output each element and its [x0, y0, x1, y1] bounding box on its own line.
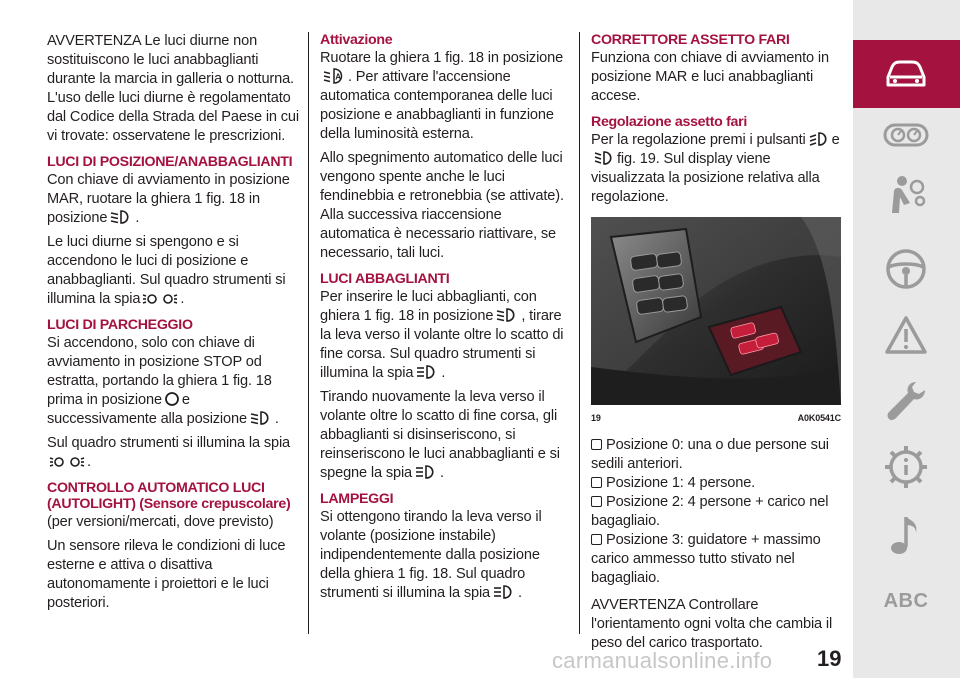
- column-2: [320, 32, 568, 608]
- figure-caption: [591, 409, 841, 428]
- high-beam-icon: [414, 464, 438, 480]
- svg-text:A: A: [335, 72, 341, 82]
- figure-code: A0K0541C: [797, 413, 841, 423]
- list-item: Posizione 2: 4 persone + carico nel bagagliaio.: [591, 494, 829, 529]
- heading-high-beam: LUCI ABBAGLIANTI: [320, 271, 450, 287]
- wrench-icon[interactable]: [878, 375, 934, 425]
- position-lights-icon: [142, 292, 178, 306]
- list-item: Posizione 1: 4 persone.: [591, 474, 841, 493]
- heading-parking-lights: LUCI DI PARCHEGGIO: [47, 317, 193, 333]
- paragraph-parking-1: Si accendono, solo con chiave di avviamento in posizione STOP od estratta, portando la ghiera 1 fig. 18 prima in posizione e successivamente alla posizione .: [47, 335, 279, 427]
- low-beam-icon: [249, 410, 273, 426]
- high-beam-icon: [492, 584, 516, 600]
- headlamp-down-icon: [593, 150, 615, 166]
- list-item: Posizione 3: guidatore + massimo carico ammesso tutto stivato nel bagagliaio.: [591, 532, 821, 586]
- high-beam-icon: [415, 364, 439, 380]
- column-divider: [308, 32, 309, 634]
- heading-levelling-adjust: Regolazione assetto fari: [591, 114, 747, 130]
- warning-triangle-icon[interactable]: [878, 310, 934, 360]
- paragraph-flashing-1: Si ottengono tirando la leva verso il volante (posizione instabile) indipendentemente dalla posizione della ghiera 1 fig. 18. Sul quadro strumenti si illumina la spia .: [320, 509, 542, 601]
- heading-position-lights: LUCI DI POSIZIONE/ANABBAGLIANTI: [47, 154, 293, 170]
- paragraph-activation-1: Ruotare la ghiera 1 fig. 18 in posizione A . Per attivare l'accensione automatica contemporanea delle luci posizione e anabbaglianti in funzione della luminosità esterna.: [320, 50, 564, 142]
- bookmark-icon: [591, 477, 602, 488]
- instrument-panel-icon[interactable]: [878, 110, 934, 160]
- paragraph-high-beam-2: Tirando nuovamente la leva verso il volante oltre lo scatto di fine corsa, gli abbaglianti si disinseriscono, si reinseriscono le luci anabbaglianti e si spegne la spia .: [320, 389, 560, 481]
- dashboard-photo: [591, 217, 841, 405]
- position-list: [591, 436, 841, 588]
- off-position-icon: [164, 391, 180, 407]
- auto-light-icon: [322, 68, 346, 84]
- airbag-seat-icon[interactable]: [878, 170, 934, 220]
- list-item: Posizione 0: una o due persone sui sedili anteriori.: [591, 437, 829, 472]
- position-lights-icon: [49, 455, 85, 469]
- figure-number: 19: [591, 413, 601, 423]
- headlamp-up-icon: [808, 131, 830, 147]
- bookmark-icon: [591, 496, 602, 507]
- bookmark-icon: [591, 439, 602, 450]
- steering-wheel-icon[interactable]: [878, 244, 934, 294]
- heading-flashing: LAMPEGGI: [320, 491, 394, 507]
- figure-headlight-adjust-buttons: [591, 217, 841, 405]
- settings-info-icon[interactable]: [878, 442, 934, 492]
- heading-activation: Attivazione: [320, 32, 393, 48]
- column-1: [47, 32, 299, 618]
- heading-headlight-levelling: CORRETTORE ASSETTO FARI: [591, 32, 790, 48]
- paragraph-levelling-2: Per la regolazione premi i pulsanti e fig. 19. Sul display viene visualizzata la posizione relativa alla regolazione.: [591, 132, 840, 205]
- watermark: carmanualsonline.info: [552, 648, 773, 673]
- column-divider: [579, 32, 580, 634]
- paragraph-autolight-1: (per versioni/mercati, dove previsto): [47, 514, 274, 530]
- music-note-icon[interactable]: [878, 510, 934, 560]
- index-abc-button[interactable]: ABC: [883, 589, 929, 612]
- paragraph-autolight-2: Un sensore rileva le condizioni di luce esterne e attiva o disattiva autonomamente i proiettori e le luci posteriori.: [47, 538, 286, 611]
- low-beam-icon: [109, 209, 133, 225]
- car-icon[interactable]: [878, 48, 934, 98]
- page-number: 19: [817, 646, 842, 671]
- column-3: [591, 32, 841, 658]
- paragraph-parking-2: Sul quadro strumenti si illumina la spia .: [47, 435, 291, 470]
- paragraph-levelling-1: Funziona con chiave di avviamento in posizione MAR e luci anabbaglianti accese.: [591, 50, 829, 104]
- bookmark-icon: [591, 534, 602, 545]
- paragraph-position-2: Le luci diurne si spengono e si accendono le luci di posizione e anabbaglianti. Sul quadro strumenti si illumina la spia .: [47, 234, 286, 307]
- heading-autolight: CONTROLLO AUTOMATICO LUCI (AUTOLIGHT) (Sensore crepuscolare): [47, 480, 291, 512]
- paragraph-high-beam-1: Per inserire le luci abbaglianti, con ghiera 1 fig. 18 in posizione , tirare la leva verso il volante oltre lo scatto di fine corsa. Sul quadro strumenti si illumina la spia .: [320, 289, 564, 381]
- paragraph-activation-2: Allo spegnimento automatico delle luci vengono spente anche le luci fendinebbia e retronebbia (se attivate). Alla successiva riaccensione automatica è necessario riattivare, se necessario, tali luci.: [320, 150, 564, 261]
- low-beam-icon: [495, 307, 519, 323]
- paragraph-position-1: Con chiave di avviamento in posizione MAR, ruotare la ghiera 1 fig. 18 in posizione .: [47, 172, 290, 226]
- warning-daytime-lights: AVVERTENZA Le luci diurne non sostituiscono le luci anabbaglianti durante la marcia in galleria o notturna. L'uso delle luci diurne è regolamentato dal Codice della Strada del Paese in cui vi trovate: osservatene le prescrizioni.: [47, 33, 299, 144]
- warning-load: AVVERTENZA Controllare l'orientamento ogni volta che cambia il peso del carico trasportato.: [591, 597, 833, 651]
